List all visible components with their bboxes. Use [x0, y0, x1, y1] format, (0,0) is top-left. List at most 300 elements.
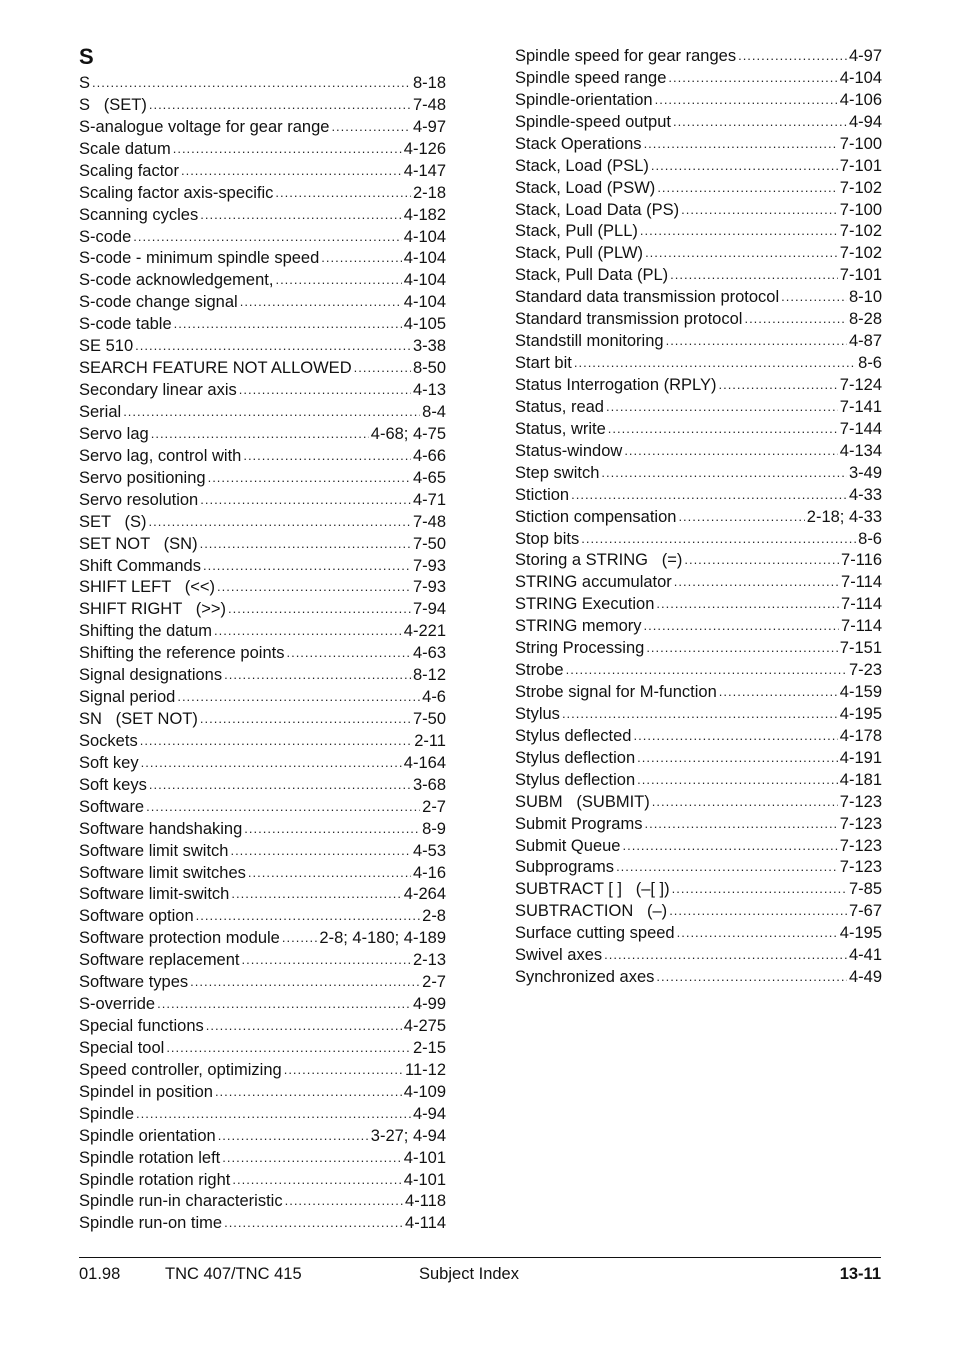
index-entry — [79, 226, 446, 248]
index-entry — [79, 642, 446, 664]
index-term: SHIFT RIGHT (>>) — [79, 600, 226, 619]
dot-leader — [637, 747, 838, 769]
index-page-ref: 7-101 — [839, 266, 882, 285]
dot-leader — [616, 856, 838, 878]
index-entry — [515, 396, 882, 418]
section-letter-heading: S — [79, 44, 94, 69]
index-page-ref: 4-104 — [403, 271, 446, 290]
dot-leader — [738, 45, 847, 67]
index-term: Scale datum — [79, 139, 171, 158]
index-page-ref: 7-116 — [841, 551, 882, 570]
index-entry — [79, 774, 446, 796]
index-entry — [515, 813, 882, 835]
dot-leader — [678, 506, 804, 528]
index-page-ref: 4-33 — [848, 485, 882, 504]
index-entry — [79, 686, 446, 708]
index-term: STRING memory — [515, 617, 642, 636]
index-term: S-analogue voltage for gear range — [79, 117, 330, 136]
dot-leader — [215, 1081, 402, 1103]
index-term: Spindle run-in characteristic — [79, 1192, 283, 1211]
index-term: Scaling factor axis-specific — [79, 183, 274, 202]
index-entry — [79, 467, 446, 489]
index-entry — [515, 286, 882, 308]
index-entry — [515, 747, 882, 769]
index-entry — [515, 418, 882, 440]
index-page-ref: 7-93 — [412, 556, 446, 575]
index-entry — [515, 549, 882, 571]
index-term: Shifting the reference points — [79, 644, 285, 663]
index-entry — [515, 703, 882, 725]
dot-leader — [224, 1212, 403, 1234]
index-entry — [79, 1015, 446, 1037]
dot-leader — [670, 264, 838, 286]
index-entry — [515, 67, 882, 89]
index-page-ref: 4-104 — [403, 293, 446, 312]
dot-leader — [637, 769, 838, 791]
index-term: Soft key — [79, 753, 139, 772]
dot-leader — [677, 922, 838, 944]
index-entry — [79, 796, 446, 818]
index-page-ref: 7-100 — [839, 134, 882, 153]
dot-leader — [657, 177, 837, 199]
index-page-ref: 4-147 — [403, 161, 446, 180]
index-term: Strobe signal for M-function — [515, 683, 717, 701]
index-page-ref: 4-264 — [403, 885, 446, 904]
index-term: Swivel axes — [515, 946, 603, 965]
index-entry — [79, 160, 446, 182]
index-page-ref: 4-105 — [403, 315, 446, 334]
index-page-ref: 4-106 — [839, 90, 882, 109]
index-term: Status, read — [515, 397, 604, 416]
index-entry — [79, 247, 446, 269]
dot-leader — [157, 993, 411, 1015]
index-entry — [79, 1037, 446, 1059]
index-entry — [79, 533, 446, 555]
index-term: Standstill monitoring — [515, 332, 664, 351]
index-entry — [515, 681, 882, 703]
dot-leader — [672, 878, 847, 900]
index-page-ref: 4-104 — [403, 249, 446, 268]
dot-leader — [275, 182, 411, 204]
dot-leader — [123, 401, 420, 423]
dot-leader — [200, 489, 411, 511]
index-term: Servo lag, control with — [79, 446, 242, 465]
index-term: Spindle — [79, 1104, 135, 1123]
index-term: Step switch — [515, 463, 600, 482]
index-term: STRING accumulator — [515, 573, 672, 592]
index-term: S (SET) — [79, 95, 147, 114]
index-entry — [79, 971, 446, 993]
index-entry — [515, 155, 882, 177]
index-term: Stack, Pull (PLW) — [515, 244, 644, 263]
index-term: Soft keys — [79, 775, 147, 794]
dot-leader — [640, 220, 838, 242]
index-term: SUBTRACT [ ] (–[ ]) — [515, 880, 670, 899]
index-term: Storing a STRING (=) — [515, 551, 683, 570]
dot-leader — [149, 94, 411, 116]
index-term: Sockets — [79, 731, 138, 750]
index-entry — [515, 637, 882, 659]
index-entry — [79, 182, 446, 204]
index-page-ref: 8-28 — [848, 310, 882, 329]
dot-leader — [141, 752, 402, 774]
dot-leader — [242, 949, 411, 971]
index-term: Stack Operations — [515, 134, 642, 153]
index-entry — [515, 352, 882, 374]
dot-leader — [674, 571, 839, 593]
index-entry — [515, 878, 882, 900]
index-page-ref: 7-114 — [841, 573, 882, 592]
index-page-ref: 4-53 — [412, 841, 446, 860]
index-term: Software — [79, 797, 145, 816]
index-term: Strobe — [515, 661, 564, 679]
dot-leader — [566, 659, 847, 681]
index-page-ref: 7-114 — [841, 595, 882, 614]
index-term: Subprograms — [515, 858, 615, 877]
index-term: STRING Execution — [515, 595, 655, 614]
index-page-ref: 7-114 — [841, 617, 882, 636]
dot-leader — [214, 620, 402, 642]
index-term: Stack, Pull Data (PL) — [515, 266, 669, 285]
index-page-ref: 7-123 — [839, 814, 882, 833]
index-page-ref: 4-97 — [412, 117, 446, 136]
dot-leader — [206, 1015, 402, 1037]
index-entry — [79, 511, 446, 533]
index-page-ref: 4-41 — [848, 946, 882, 965]
index-page-ref: 4-68; 4-75 — [370, 424, 446, 443]
index-page-ref: 2-18 — [412, 183, 446, 202]
index-entry — [515, 659, 882, 681]
index-term: Special tool — [79, 1038, 165, 1057]
index-term: Stiction compensation — [515, 507, 677, 526]
index-page-ref: 4-101 — [403, 1148, 446, 1167]
dot-leader — [608, 418, 838, 440]
index-entry — [515, 791, 882, 813]
index-entry — [515, 45, 882, 67]
index-page-ref: 4-221 — [403, 622, 446, 641]
dot-leader — [92, 72, 411, 94]
dot-leader — [174, 313, 402, 335]
index-page-ref: 7-123 — [839, 858, 882, 877]
index-term: Software limit switches — [79, 863, 246, 882]
index-page-ref: 11-12 — [405, 1060, 446, 1079]
index-entry — [79, 94, 446, 116]
index-page-ref: 7-85 — [848, 880, 882, 899]
index-term: Scaling factor — [79, 161, 179, 180]
dot-leader — [673, 111, 847, 133]
index-page-ref: 3-27; 4-94 — [370, 1126, 446, 1145]
index-entry — [515, 242, 882, 264]
index-entry — [79, 335, 446, 357]
index-entry — [79, 664, 446, 686]
dot-leader — [645, 242, 838, 264]
index-term: Servo lag — [79, 424, 149, 443]
index-entry — [79, 445, 446, 467]
index-term: Spindle rotation right — [79, 1170, 231, 1189]
index-page-ref: 4-126 — [403, 139, 446, 158]
dot-leader — [200, 708, 411, 730]
index-entry — [515, 900, 882, 922]
dot-leader — [321, 247, 402, 269]
dot-leader — [222, 1147, 402, 1169]
index-page-ref: 4-195 — [839, 924, 882, 943]
index-page-ref: 4-66 — [412, 446, 446, 465]
dot-leader — [149, 511, 411, 533]
dot-leader — [243, 445, 411, 467]
index-entry — [515, 856, 882, 878]
index-page-ref: 4-101 — [403, 1170, 446, 1189]
index-entry — [515, 462, 882, 484]
index-entry — [79, 1212, 446, 1234]
index-page-ref: 8-6 — [858, 354, 882, 372]
index-entry — [79, 357, 446, 379]
dot-leader — [646, 637, 837, 659]
index-page-ref: 4-114 — [405, 1214, 446, 1233]
index-term: Stylus — [515, 704, 560, 723]
index-term: Spindle-speed output — [515, 112, 671, 131]
dot-leader — [203, 555, 411, 577]
dot-leader — [562, 703, 838, 725]
index-entry — [79, 620, 446, 642]
index-page-ref: 2-15 — [412, 1038, 446, 1057]
index-entry — [79, 1169, 446, 1191]
dot-leader — [601, 462, 847, 484]
index-term: Servo positioning — [79, 468, 206, 487]
index-entry — [79, 949, 446, 971]
index-entry — [79, 204, 446, 226]
index-term: Stylus deflection — [515, 748, 636, 767]
index-entry — [79, 1190, 446, 1212]
dot-leader — [146, 796, 420, 818]
dot-leader — [622, 835, 837, 857]
dot-leader — [230, 840, 411, 862]
dot-leader — [655, 89, 838, 111]
index-entry — [515, 89, 882, 111]
index-page-ref: 2-7 — [422, 797, 446, 816]
index-term: Signal designations — [79, 666, 223, 685]
dot-leader — [669, 900, 847, 922]
index-page-ref: 8-6 — [858, 529, 882, 548]
index-page-ref: 7-102 — [839, 244, 882, 263]
index-page-ref: 4-109 — [403, 1082, 446, 1101]
footer-model: TNC 407/TNC 415 — [165, 1265, 302, 1283]
index-term: Start bit — [515, 354, 572, 372]
dot-leader — [633, 725, 837, 747]
index-entry — [515, 111, 882, 133]
index-term: Stack, Load (PSW) — [515, 178, 656, 197]
index-entry — [79, 138, 446, 160]
index-entry — [79, 993, 446, 1015]
index-term: SET (S) — [79, 512, 147, 531]
dot-leader — [200, 204, 402, 226]
index-term: Secondary linear axis — [79, 381, 237, 399]
dot-leader — [644, 615, 840, 637]
index-page-ref: 4-49 — [848, 968, 882, 987]
index-entry — [515, 177, 882, 199]
dot-leader — [166, 1037, 411, 1059]
index-page-ref: 7-123 — [839, 792, 882, 811]
index-page-ref: 4-87 — [848, 332, 882, 351]
index-term: Standard transmission protocol — [515, 310, 743, 329]
index-page-ref: 7-67 — [848, 902, 882, 921]
dot-leader — [604, 944, 847, 966]
dot-leader — [151, 423, 369, 445]
index-term: Stylus deflection — [515, 770, 636, 789]
index-page-ref: 8-4 — [422, 402, 446, 421]
index-page-ref: 2-8 — [422, 907, 446, 926]
index-entry — [79, 576, 446, 598]
dot-leader — [240, 291, 402, 313]
index-entry — [79, 313, 446, 335]
index-page-ref: 3-49 — [848, 463, 882, 482]
index-page-ref: 4-104 — [839, 68, 882, 87]
dot-leader — [681, 199, 838, 221]
dot-leader — [652, 791, 838, 813]
index-page-ref: 4-134 — [839, 441, 882, 460]
index-entry — [79, 72, 446, 94]
page-footer — [79, 1257, 881, 1283]
index-page-ref: 4-63 — [412, 644, 446, 663]
index-term: Software protection module — [79, 929, 280, 948]
dot-leader — [224, 664, 411, 686]
index-entry — [515, 374, 882, 396]
index-term: Synchronized axes — [515, 968, 655, 987]
index-term: Stylus deflected — [515, 726, 632, 745]
index-page-ref: 7-50 — [412, 534, 446, 553]
index-entry — [79, 1147, 446, 1169]
index-entry — [79, 1059, 446, 1081]
dot-leader — [718, 374, 837, 396]
index-entry — [79, 708, 446, 730]
index-entry — [79, 598, 446, 620]
dot-leader — [744, 308, 847, 330]
index-term: Spindle orientation — [79, 1126, 216, 1145]
dot-leader — [644, 813, 837, 835]
index-term: Status-window — [515, 441, 623, 460]
index-entry — [515, 440, 882, 462]
index-term: Spindle run-on time — [79, 1214, 223, 1233]
dot-leader — [190, 971, 420, 993]
index-page-ref: 7-48 — [412, 512, 446, 531]
index-page-ref: 4-159 — [839, 683, 882, 701]
index-entry — [79, 423, 446, 445]
index-term: Spindle speed range — [515, 68, 667, 87]
index-page-ref: 3-38 — [412, 337, 446, 356]
dot-leader — [239, 379, 411, 401]
index-page-ref: 7-144 — [839, 419, 882, 438]
index-term: Stack, Pull (PLL) — [515, 222, 638, 241]
index-entry — [79, 379, 446, 401]
index-term: SN (SET NOT) — [79, 710, 198, 728]
index-term: Submit Programs — [515, 814, 643, 833]
index-term: Status Interrogation (RPLY) — [515, 375, 717, 394]
index-term: Software replacement — [79, 951, 240, 970]
index-page-ref: 7-151 — [839, 639, 882, 658]
index-entry — [79, 862, 446, 884]
footer-page-number: 13-11 — [839, 1265, 881, 1283]
index-term: Spindle speed for gear ranges — [515, 47, 737, 65]
index-term: S-code - minimum spindle speed — [79, 249, 320, 268]
index-term: S-code table — [79, 315, 172, 334]
index-entry — [79, 752, 446, 774]
index-entry — [515, 528, 882, 550]
index-term: SUBM (SUBMIT) — [515, 792, 650, 811]
index-page-ref: 8-9 — [422, 819, 446, 838]
index-page-ref: 4-94 — [848, 112, 882, 131]
index-page-ref: 4-94 — [412, 1104, 446, 1123]
index-term: Special functions — [79, 1017, 204, 1035]
index-entry — [79, 1081, 446, 1103]
dot-leader — [228, 598, 411, 620]
index-page-ref: 4-65 — [412, 468, 446, 487]
index-term: Shift Commands — [79, 556, 201, 575]
index-page-ref: 7-93 — [412, 578, 446, 597]
index-entry — [79, 116, 446, 138]
index-term: Submit Queue — [515, 836, 621, 855]
index-entry — [79, 489, 446, 511]
index-page-ref: 8-50 — [412, 359, 446, 378]
index-page-ref: 4-164 — [403, 753, 446, 772]
footer-section-title: Subject Index — [419, 1265, 519, 1283]
footer-date: 01.98 — [79, 1265, 121, 1283]
dot-leader — [684, 549, 839, 571]
index-entry — [79, 269, 446, 291]
index-page-ref: 7-50 — [412, 710, 446, 728]
index-page-ref: 4-6 — [422, 688, 446, 706]
index-term: Software option — [79, 907, 194, 926]
dot-leader — [244, 818, 420, 840]
dot-leader — [651, 155, 838, 177]
index-page-ref: 4-118 — [405, 1192, 446, 1211]
index-entry — [79, 730, 446, 752]
dot-leader — [285, 1190, 403, 1212]
index-entry — [515, 308, 882, 330]
index-page-ref: 4-97 — [848, 47, 882, 65]
dot-leader — [275, 269, 401, 291]
index-page-ref: 8-18 — [412, 74, 446, 92]
index-term: Spindel in position — [79, 1082, 213, 1101]
dot-leader — [666, 330, 847, 352]
index-page-ref: 2-11 — [414, 731, 446, 750]
index-entry — [515, 264, 882, 286]
dot-leader — [656, 966, 847, 988]
index-page-ref: 7-94 — [412, 600, 446, 619]
index-page-ref: 7-141 — [839, 397, 882, 416]
index-page-ref: 4-182 — [403, 205, 446, 224]
index-term: Standard data transmission protocol — [515, 288, 780, 307]
dot-leader — [284, 1059, 403, 1081]
index-term: Surface cutting speed — [515, 924, 675, 943]
dot-leader — [136, 1103, 411, 1125]
index-entry — [79, 1125, 446, 1147]
index-page-ref: 4-195 — [839, 704, 882, 723]
index-page-ref: 7-102 — [839, 178, 882, 197]
index-page-ref: 7-100 — [839, 200, 882, 219]
index-entry — [515, 330, 882, 352]
index-term: Stack, Load Data (PS) — [515, 200, 680, 219]
dot-leader — [248, 862, 411, 884]
index-entry — [79, 883, 446, 905]
index-term: S-override — [79, 995, 156, 1014]
dot-leader — [232, 1169, 401, 1191]
index-term: S — [79, 74, 91, 92]
index-entry — [515, 484, 882, 506]
index-term: Software limit switch — [79, 841, 229, 860]
dot-leader — [208, 467, 411, 489]
dot-leader — [196, 905, 420, 927]
index-term: Scanning cycles — [79, 205, 199, 224]
index-entry — [515, 922, 882, 944]
